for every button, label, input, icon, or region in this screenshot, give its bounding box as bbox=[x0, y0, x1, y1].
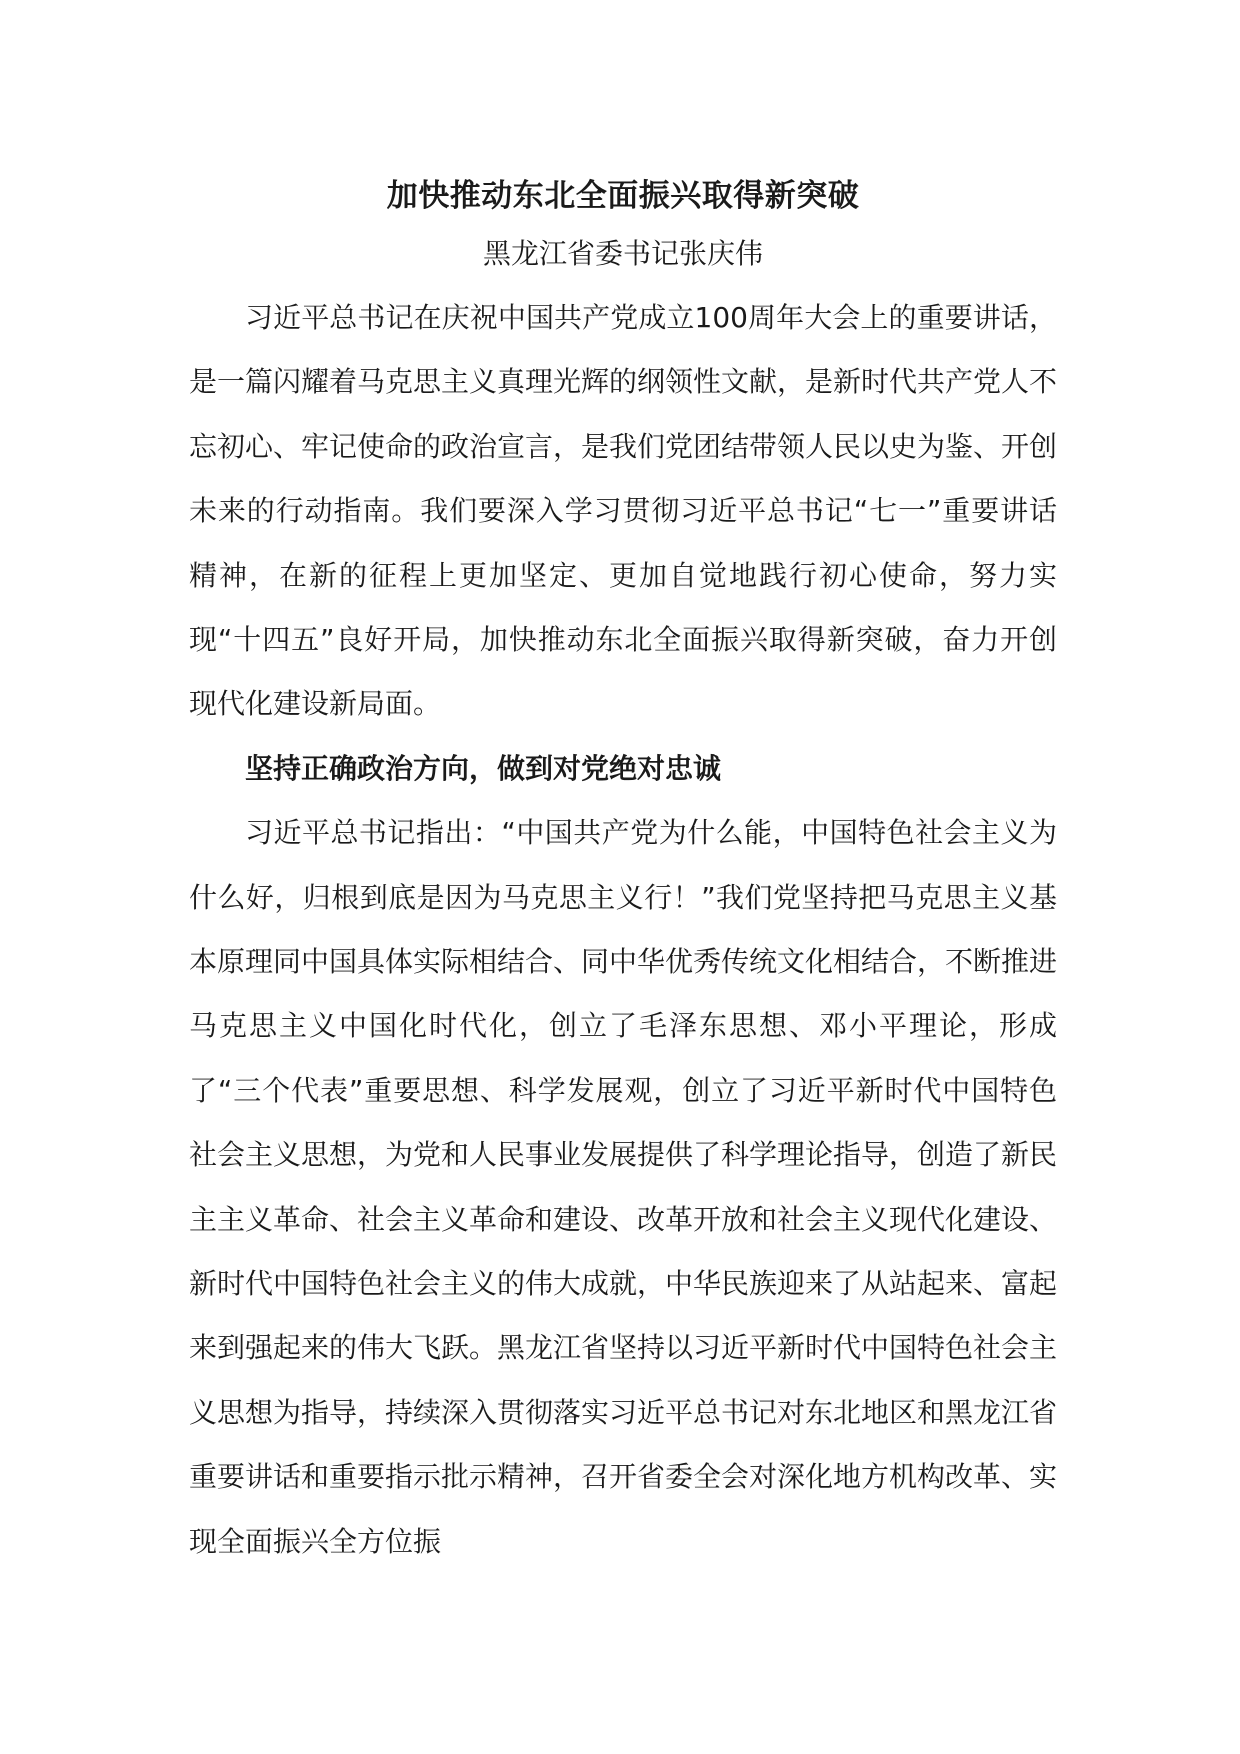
body-paragraph: 习近平总书记指出：“中国共产党为什么能，中国特色社会主义为什么好，归根到底是因为马克思主义行！”我们党坚持把马克思主义基本原理同中国具体实际相结合、同中华优秀传统文化相结合，不断推进马克思主义中国化时代化，创立了毛泽东思想、邓小平理论，形成了“三个代表”重要思想、科学发展观，创立了习近平新时代中国特色社会主义思想，为党和人民事业发展提供了科学理论指导，创造了新民主主义革命、社会主义革命和建设、改革开放和社会主义现代化建设、新时代中国特色社会主义的伟大成就，中华民族迎来了从站起来、富起来到强起来的伟大飞跃。黑龙江省坚持以习近平新时代中国特色社会主义思想为指导，持续深入贯彻落实习近平总书记对东北地区和黑龙江省重要讲话和重要指示批示精神，召开省委全会对深化地方机构改革、实现全面振兴全方位振 bbox=[189, 816, 1058, 1558]
document-body bbox=[189, 170, 1057, 1574]
section-heading: 坚持正确政治方向，做到对党绝对忠诚 bbox=[245, 751, 722, 785]
body-paragraph: 习近平总书记在庆祝中国共产党成立100周年大会上的重要讲话，是一篇闪耀着马克思主义真理光辉的纲领性文献，是新时代共产党人不忘初心、牢记使命的政治宣言，是我们党团结带领人民以史为鉴、开创未来的行动指南。我们要深入学习贯彻习近平总书记“七一”重要讲话精神，在新的征程上更加坚定、更加自觉地践行初心使命，努力实现“十四五”良好开局，加快推动东北全面振兴取得新突破，奋力开创现代化建设新局面。 bbox=[189, 301, 1058, 721]
document-title: 加快推动东北全面振兴取得新突破 bbox=[386, 178, 860, 214]
document-author: 黑龙江省委书记张庆伟 bbox=[482, 237, 763, 270]
